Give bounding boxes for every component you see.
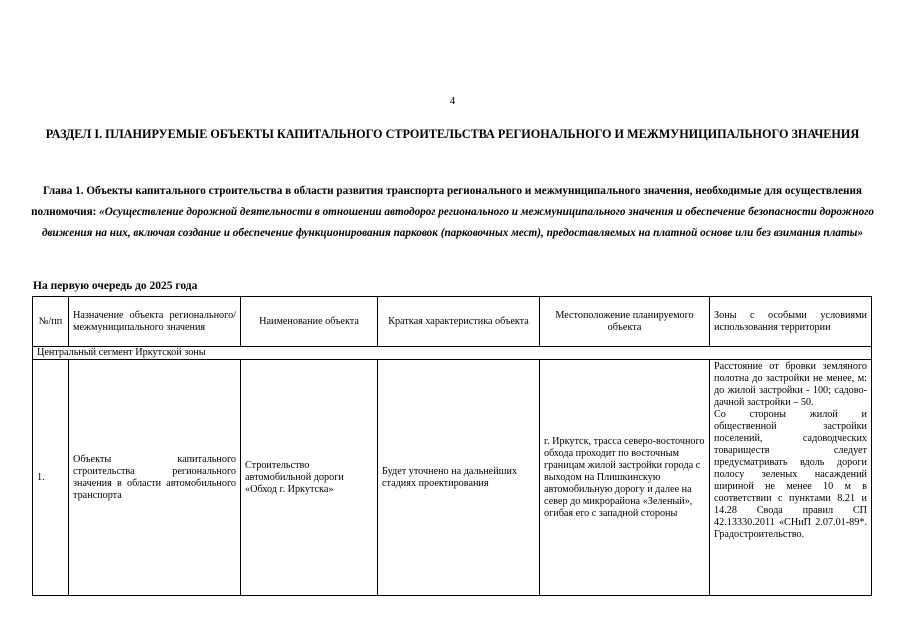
row-characteristic: Будет уточнено на дальнейших стадиях проектирования [378, 360, 540, 596]
header-zones: Зоны с особыми условиями использования территории [710, 297, 872, 347]
header-purpose: Назначение объекта регионального/ межмуниципального значения [69, 297, 241, 347]
segment-row [33, 347, 872, 360]
row-num: 1. [33, 360, 69, 596]
header-location: Местоположение планируемого объекта [540, 297, 710, 347]
table-header-row [33, 297, 872, 347]
page-number: 4 [449, 95, 456, 107]
row-zones-greenery: Со стороны жилой и общественной застройки поселений, садоводческих товариществ следует предусматривать вдоль дороги полосу зеленых насаждений шириной не менее 10 м в соответствии с пунктами 8.21 и 14.28 Свода правил СП 42.13330.2011 «СНиП 2.07.01-89*. Градостроительство. [714, 409, 867, 540]
header-num: №/пп [33, 297, 69, 347]
segment-label: Центральный сегмент Иркутской зоны [33, 347, 872, 360]
header-name: Наименование объекта [241, 297, 378, 347]
objects-table [32, 296, 872, 596]
chapter-heading [30, 181, 875, 244]
row-name: Строительство автомобильной дороги «Обход г. Иркутска» [241, 360, 378, 596]
row-zones [710, 360, 872, 596]
row-purpose: Объекты капитального строительства регионального значения в области автомобильного транспорта [69, 360, 241, 596]
section-title: РАЗДЕЛ I. ПЛАНИРУЕМЫЕ ОБЪЕКТЫ КАПИТАЛЬНОГО СТРОИТЕЛЬСТВА РЕГИОНАЛЬНОГО И МЕЖМУНИЦИПАЛЬНОГО ЗНАЧЕНИЯ [45, 127, 860, 141]
header-characteristic: Краткая характеристика объекта [378, 297, 540, 347]
row-zones-distance: Расстояние от бровки земляного полотна до застройки не менее, м: до жилой застройки - 100; садово-дачной застройки – 50. [714, 361, 867, 408]
chapter-authority: «Осуществление дорожной деятельности в отношении автодорог регионального и межмуниципального значения и обеспечение безопасности дорожного движения на них, включая создание и обеспечение функционирования парковок (парковочных мест), предоставляемых на платной основе или без взимания платы» [41, 206, 874, 239]
row-location: г. Иркутск, трасса северо-восточного обхода проходит по восточным границам жилой застройки города с выходом на Плишкинскую автомобильную дорогу и далее на север до микрорайона «Зеленый», огибая его с западной стороны [540, 360, 710, 596]
table-row [33, 360, 872, 596]
queue-heading: На первую очередь до 2025 года [33, 280, 198, 292]
chapter-lead: Глава 1. Объекты капитального строительства в области развития транспорта регионального и межмуниципального значения, необходимые для осуществления полномочия: [31, 185, 862, 218]
